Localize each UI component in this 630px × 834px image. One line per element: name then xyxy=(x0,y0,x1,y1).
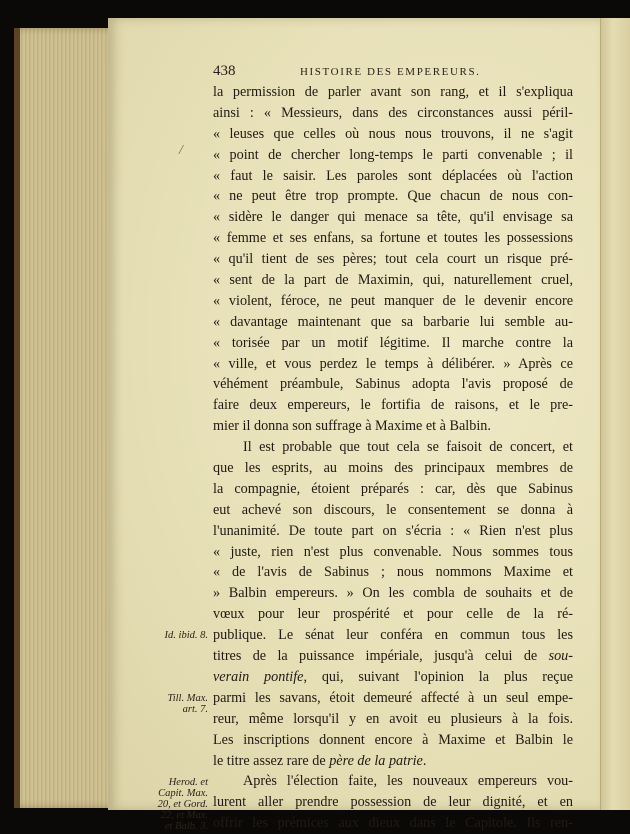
text-line xyxy=(213,479,573,500)
text-segment: le titre assez rare de xyxy=(213,752,330,769)
text-segment: eut achevé son discours, le consentement se donna à xyxy=(213,501,573,518)
text-segment: Les inscriptions donnent encore à Maxime et Balbin le xyxy=(213,731,573,748)
text-line xyxy=(213,207,573,228)
text-line xyxy=(213,228,573,249)
text-line xyxy=(213,813,573,834)
text-line xyxy=(213,270,573,291)
italic-text: père de la patrie xyxy=(329,752,423,769)
text-segment: « juste, rien n'est plus convenable. Nous sommes tous xyxy=(213,543,573,560)
text-segment: que les esprits, au moins des principaux membres de xyxy=(213,460,573,477)
text-line xyxy=(213,730,573,751)
text-line xyxy=(213,437,573,458)
text-line xyxy=(213,751,573,772)
italic-text: verain pontife xyxy=(213,668,304,685)
text-segment: Il est probable que tout cela se faisoit de concert, et xyxy=(243,439,573,456)
text-line xyxy=(213,542,573,563)
margin-note-line: art. 7. xyxy=(182,704,208,716)
text-line xyxy=(213,291,573,312)
text-segment: titres de la puissance impériale, jusqu'à celui de xyxy=(213,648,549,665)
text-segment: « sent de la part de Maximin, qui, naturellement cruel, xyxy=(213,272,573,289)
page-header xyxy=(0,63,600,83)
text-segment: « de l'avis de Sabinus ; nous nommons Maxime et xyxy=(213,564,573,581)
text-segment: véhément préambule, Sabinus adopta l'avis proposé de xyxy=(213,376,573,393)
text-segment: « davantage maintenant que sa barbarie lui semble au- xyxy=(213,313,573,330)
text-segment: ainsi : « Messieurs, dans des circonstances aussi péril- xyxy=(213,104,573,121)
text-line xyxy=(213,312,573,333)
text-segment: Après l'élection faite, les nouveaux empereurs vou- xyxy=(243,773,573,790)
text-line xyxy=(213,688,573,709)
text-segment: . xyxy=(422,752,427,769)
text-segment: l'unanimité. De toute part on s'écria : « Rien n'est plus xyxy=(213,522,573,539)
text-segment: « violent, féroce, ne peut manquer de le devenir encore xyxy=(213,292,573,309)
text-segment: » Balbin empereurs. » On les combla de souhaits et de xyxy=(213,585,573,602)
text-segment: « leuses que celles où nous nous trouvons, il ne s'agit xyxy=(213,125,573,142)
text-segment: faire deux empereurs, le fortifia de raisons, et le pre- xyxy=(213,397,573,414)
text-line xyxy=(213,374,573,395)
text-segment: offrir les prémices aux dieux dans le Capitole. Ils ren- xyxy=(213,815,573,832)
text-line xyxy=(213,604,573,625)
text-line xyxy=(213,625,573,646)
text-segment: « ne peut être trop prompte. Que chacun de nous con- xyxy=(213,188,573,205)
text-line xyxy=(213,562,573,583)
text-segment: parmi les savans, étoit demeuré affecté à un seul empe- xyxy=(213,689,573,706)
page-number: 438 xyxy=(213,63,236,79)
italic-text: sou- xyxy=(548,648,573,665)
text-segment: publique. Le sénat leur conféra en commun tous les xyxy=(213,627,573,644)
margin-note-line: 20, et Gord. xyxy=(157,798,208,810)
text-segment: « qu'il tient de ses pères; tout cela court un risque pré- xyxy=(213,251,573,268)
margin-note xyxy=(158,777,208,832)
text-line xyxy=(213,249,573,270)
body-text xyxy=(213,82,573,834)
margin-note-line: Herod. et xyxy=(168,776,208,788)
margin-note xyxy=(165,630,208,641)
text-line xyxy=(213,771,573,792)
text-segment: « femme et ses enfans, sa fortune et toutes les possessions xyxy=(213,230,573,247)
text-line xyxy=(213,792,573,813)
text-line xyxy=(213,82,573,103)
text-segment: « point de chercher long-temps le parti convenable ; il xyxy=(213,146,573,163)
text-line xyxy=(213,145,573,166)
text-line xyxy=(213,416,573,437)
margin-note-line: Id. ibid. 8. xyxy=(164,630,208,642)
margin-note-line: et Balb. 3. xyxy=(164,820,208,832)
text-line xyxy=(213,354,573,375)
text-line xyxy=(213,709,573,730)
text-segment: « torisée par un motif légitime. Il marche contre la xyxy=(213,334,573,351)
text-segment: vœux pour leur prospérité et pour celle de la ré- xyxy=(213,606,573,623)
text-line xyxy=(213,458,573,479)
text-line xyxy=(213,395,573,416)
text-segment: « faut le saisir. Les paroles sont déplacées où l'action xyxy=(213,167,573,184)
text-line xyxy=(213,166,573,187)
text-line xyxy=(213,583,573,604)
text-segment: « sidère le danger qui menace sa tête, qu'il envisage sa xyxy=(213,209,573,226)
text-line xyxy=(213,103,573,124)
text-segment: reur, même lorsqu'il y en avoit eu plusieurs à la fois. xyxy=(213,710,573,727)
text-segment: , qui, suivant l'opinion la plus reçue xyxy=(303,668,573,685)
text-segment: la permission de parler avant son rang, et il s'expliqua xyxy=(213,84,573,100)
text-segment: mier il donna son suffrage à Maxime et à Balbin. xyxy=(213,418,491,435)
margin-note-line: Till. Max. xyxy=(167,693,208,705)
text-line xyxy=(213,500,573,521)
text-line xyxy=(213,521,573,542)
text-line xyxy=(213,124,573,145)
text-line xyxy=(213,186,573,207)
facing-page-edge xyxy=(600,18,630,810)
text-line xyxy=(213,333,573,354)
text-segment: « ville, et vous perdez le temps à délibérer. » Après ce xyxy=(213,355,573,372)
margin-note-line: Capit. Max. xyxy=(158,787,208,799)
running-head: HISTOIRE DES EMPEREURS. xyxy=(300,66,481,78)
text-segment: la compagnie, étoient préparés : car, dès que Sabinus xyxy=(213,480,573,497)
margin-note-line: 22, et Max. xyxy=(160,809,208,821)
text-line xyxy=(213,667,573,688)
text-line xyxy=(213,646,573,667)
text-segment: lurent aller prendre possession de leur dignité, et en xyxy=(213,794,573,811)
margin-note xyxy=(167,693,208,715)
pencil-mark: / xyxy=(179,143,183,158)
